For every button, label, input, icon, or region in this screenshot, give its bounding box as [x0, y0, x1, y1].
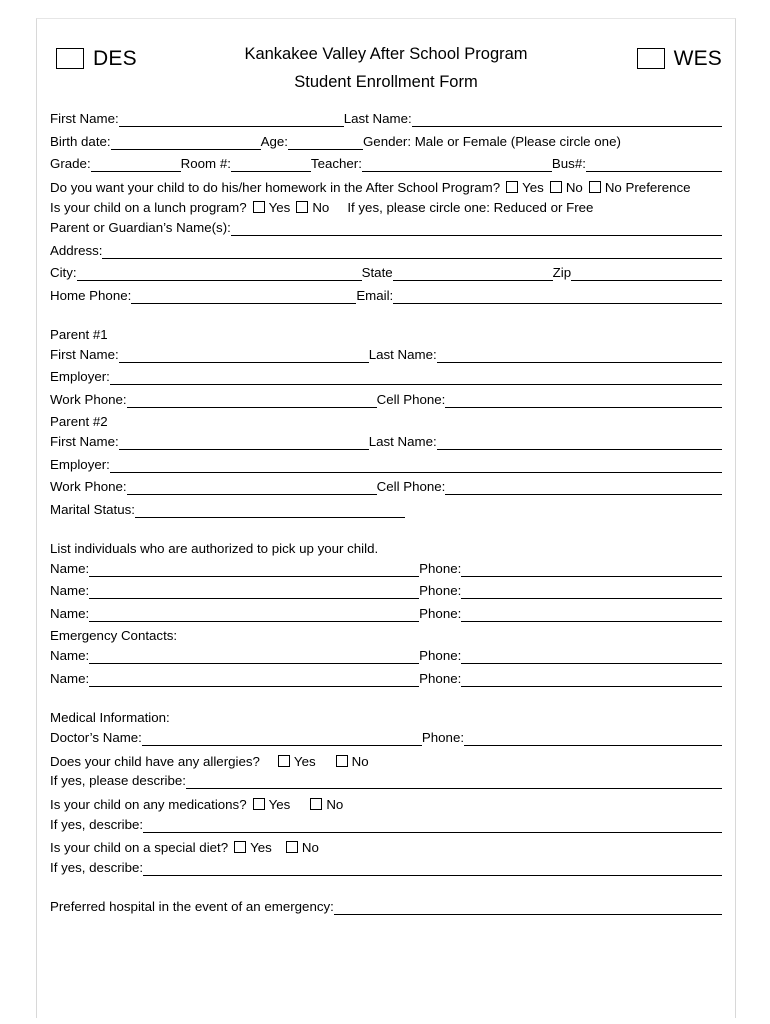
lunch-yes-label: Yes	[268, 200, 291, 216]
last-name-field[interactable]	[412, 112, 722, 127]
marital-status-row	[50, 503, 722, 519]
parent1-cell-phone-label: Cell Phone:	[376, 391, 446, 407]
parent2-employer-row	[50, 458, 722, 474]
parent1-last-name-field[interactable]	[437, 348, 722, 363]
parent2-first-name-field[interactable]	[119, 435, 369, 450]
emergency-name-field[interactable]	[89, 649, 419, 664]
address-row	[50, 244, 722, 260]
pickup-phone-field[interactable]	[461, 584, 722, 599]
pickup-name-label: Name:	[50, 560, 90, 576]
lunch-circle-note: If yes, please circle one: Reduced or Free	[347, 200, 594, 216]
emergency-row-1	[50, 649, 722, 665]
parent2-last-name-label: Last Name:	[368, 434, 437, 450]
medications-yes-label: Yes	[268, 796, 291, 812]
hospital-label: Preferred hospital in the event of an emergency:	[50, 899, 334, 915]
teacher-field[interactable]	[362, 157, 552, 172]
des-option[interactable]	[56, 48, 137, 69]
home-phone-email-row	[50, 289, 722, 305]
grade-label: Grade:	[50, 156, 91, 171]
diet-no-checkbox[interactable]	[286, 841, 298, 853]
pickup-name-label: Name:	[50, 583, 90, 599]
spacer	[50, 525, 722, 542]
birth-date-label: Birth date:	[50, 133, 111, 149]
parent1-work-phone-label: Work Phone:	[50, 391, 127, 407]
pickup-row-3	[50, 607, 722, 623]
emergency-name-label: Name:	[50, 648, 90, 664]
pickup-row-2	[50, 584, 722, 600]
parent1-employer-field[interactable]	[110, 370, 722, 385]
homework-no-label: No	[565, 179, 583, 195]
state-label: State	[361, 265, 393, 281]
diet-no-label: No	[301, 840, 319, 856]
first-name-label: First Name:	[50, 111, 119, 126]
pickup-phone-label: Phone:	[419, 583, 462, 599]
room-label: Room #:	[180, 156, 231, 171]
pickup-name-field[interactable]	[89, 562, 419, 577]
guardian-field[interactable]	[231, 221, 722, 236]
medications-yes-checkbox[interactable]	[253, 798, 265, 810]
guardian-row	[50, 221, 722, 237]
last-name-label: Last Name:	[343, 111, 412, 126]
allergies-row	[50, 754, 722, 768]
diet-question: Is your child on a special diet?	[50, 840, 229, 856]
parent2-employer-label: Employer:	[50, 456, 110, 472]
title-block	[50, 40, 722, 90]
emergency-name-label: Name:	[50, 670, 90, 686]
emergency-phone-field[interactable]	[461, 649, 722, 664]
city-field[interactable]	[77, 266, 362, 281]
homework-no-checkbox[interactable]	[550, 181, 562, 193]
allergies-no-checkbox[interactable]	[336, 755, 348, 767]
homework-no-preference-checkbox[interactable]	[589, 181, 601, 193]
pickup-phone-field[interactable]	[461, 607, 722, 622]
doctor-row	[50, 731, 722, 747]
parent2-heading: Parent #2	[50, 414, 108, 430]
emergency-phone-field[interactable]	[461, 672, 722, 687]
homework-yes-label: Yes	[522, 179, 544, 195]
des-checkbox[interactable]	[56, 48, 84, 69]
allergies-describe-field[interactable]	[186, 774, 722, 789]
pickup-name-label: Name:	[50, 605, 90, 621]
gender-label: Gender: Male or Female (Please circle one)	[362, 133, 621, 149]
guardian-label: Parent or Guardian’s Name(s):	[50, 220, 231, 236]
parent1-phones-row	[50, 393, 722, 409]
homework-yes-checkbox[interactable]	[506, 181, 518, 193]
form-content	[50, 40, 722, 923]
form-title: Student Enrollment Form	[294, 72, 478, 91]
parent1-first-name-label: First Name:	[50, 346, 119, 362]
form-header	[50, 40, 722, 112]
des-label: DES	[93, 47, 137, 70]
zip-field[interactable]	[571, 266, 722, 281]
emergency-phone-label: Phone:	[419, 670, 462, 686]
wes-checkbox[interactable]	[637, 48, 665, 69]
medications-no-label: No	[326, 796, 344, 812]
spacer	[50, 311, 722, 328]
marital-status-label: Marital Status:	[50, 501, 135, 517]
zip-label: Zip	[552, 265, 572, 281]
doctor-name-label: Doctor’s Name:	[50, 730, 142, 746]
medications-no-checkbox[interactable]	[310, 798, 322, 810]
emergency-phone-label: Phone:	[419, 648, 462, 664]
home-phone-label: Home Phone:	[50, 287, 132, 303]
birth-date-field[interactable]	[111, 135, 261, 150]
homework-row	[50, 180, 722, 194]
email-field[interactable]	[393, 289, 722, 304]
spacer	[50, 883, 722, 900]
email-label: Email:	[356, 287, 394, 303]
emergency-name-field[interactable]	[89, 672, 419, 687]
parent1-last-name-label: Last Name:	[368, 346, 437, 362]
medications-describe-row	[50, 818, 722, 834]
student-name-row	[50, 112, 722, 128]
first-name-field[interactable]	[119, 112, 344, 127]
bus-field[interactable]	[586, 157, 722, 172]
pickup-name-field[interactable]	[89, 607, 419, 622]
grade-room-teacher-row	[50, 157, 722, 173]
spacer	[50, 694, 722, 711]
parent1-first-name-field[interactable]	[119, 348, 369, 363]
medications-row	[50, 797, 722, 811]
emergency-row-2	[50, 672, 722, 688]
parent2-employer-field[interactable]	[110, 458, 722, 473]
pickup-heading: List individuals who are authorized to pick up your child.	[50, 541, 379, 557]
homework-question: Do you want your child to do his/her homework in the After School Program?	[50, 179, 501, 195]
parent1-name-row	[50, 348, 722, 364]
room-field[interactable]	[231, 157, 311, 172]
parent2-phones-row	[50, 480, 722, 496]
medications-question: Is your child on any medications?	[50, 796, 247, 812]
allergies-yes-checkbox[interactable]	[278, 755, 290, 767]
teacher-label: Teacher:	[310, 156, 362, 171]
pickup-phone-label: Phone:	[419, 605, 462, 621]
diet-describe-row	[50, 861, 722, 877]
city-state-zip-row	[50, 266, 722, 282]
pickup-phone-field[interactable]	[461, 562, 722, 577]
allergies-describe-row	[50, 774, 722, 790]
parent2-first-name-label: First Name:	[50, 434, 119, 450]
homework-no-preference-label: No Preference	[604, 179, 691, 195]
diet-yes-checkbox[interactable]	[234, 841, 246, 853]
wes-option[interactable]	[637, 48, 722, 69]
medications-describe-field[interactable]	[143, 818, 722, 833]
hospital-row	[50, 900, 722, 916]
allergies-describe-label: If yes, please describe:	[50, 773, 186, 789]
diet-describe-label: If yes, describe:	[50, 859, 144, 875]
home-phone-field[interactable]	[131, 289, 356, 304]
lunch-row	[50, 200, 722, 214]
diet-yes-label: Yes	[250, 840, 272, 856]
emergency-heading: Emergency Contacts:	[50, 628, 178, 644]
medical-heading: Medical Information:	[50, 710, 170, 726]
lunch-no-label: No	[312, 200, 330, 216]
pickup-phone-label: Phone:	[419, 560, 462, 576]
allergies-yes-label: Yes	[293, 753, 316, 769]
marital-status-field[interactable]	[135, 503, 405, 518]
lunch-no-checkbox[interactable]	[296, 201, 308, 213]
address-label: Address:	[50, 242, 103, 258]
parent2-cell-phone-field[interactable]	[445, 480, 722, 495]
pickup-row-1	[50, 562, 722, 578]
program-title: Kankakee Valley After School Program	[244, 45, 528, 63]
bus-label: Bus#:	[551, 156, 586, 171]
state-field[interactable]	[393, 266, 553, 281]
wes-label: WES	[673, 47, 722, 70]
parent2-last-name-field[interactable]	[437, 435, 722, 450]
parent2-work-phone-label: Work Phone:	[50, 479, 127, 495]
diet-describe-field[interactable]	[143, 861, 722, 876]
parent1-employer-row	[50, 370, 722, 386]
medications-describe-label: If yes, describe:	[50, 816, 144, 832]
diet-row	[50, 840, 722, 854]
parent1-cell-phone-field[interactable]	[445, 393, 722, 408]
parent1-heading: Parent #1	[50, 327, 108, 343]
lunch-question: Is your child on a lunch program?	[50, 200, 247, 216]
city-label: City:	[50, 265, 77, 281]
birth-age-gender-row	[50, 135, 722, 151]
parent2-work-phone-field[interactable]	[127, 480, 377, 495]
allergies-no-label: No	[351, 753, 369, 769]
parent1-employer-label: Employer:	[50, 369, 110, 385]
parent1-work-phone-field[interactable]	[127, 393, 377, 408]
pickup-name-field[interactable]	[89, 584, 419, 599]
allergies-question: Does your child have any allergies?	[50, 753, 260, 769]
age-field[interactable]	[288, 135, 363, 150]
parent2-cell-phone-label: Cell Phone:	[376, 479, 446, 495]
age-label: Age:	[260, 133, 288, 149]
doctor-name-field[interactable]	[142, 731, 422, 746]
address-field[interactable]	[102, 244, 722, 259]
hospital-field[interactable]	[334, 900, 722, 915]
doctor-phone-label: Phone:	[421, 730, 465, 746]
doctor-phone-field[interactable]	[464, 731, 722, 746]
lunch-yes-checkbox[interactable]	[253, 201, 265, 213]
grade-field[interactable]	[91, 157, 181, 172]
parent2-name-row	[50, 435, 722, 451]
